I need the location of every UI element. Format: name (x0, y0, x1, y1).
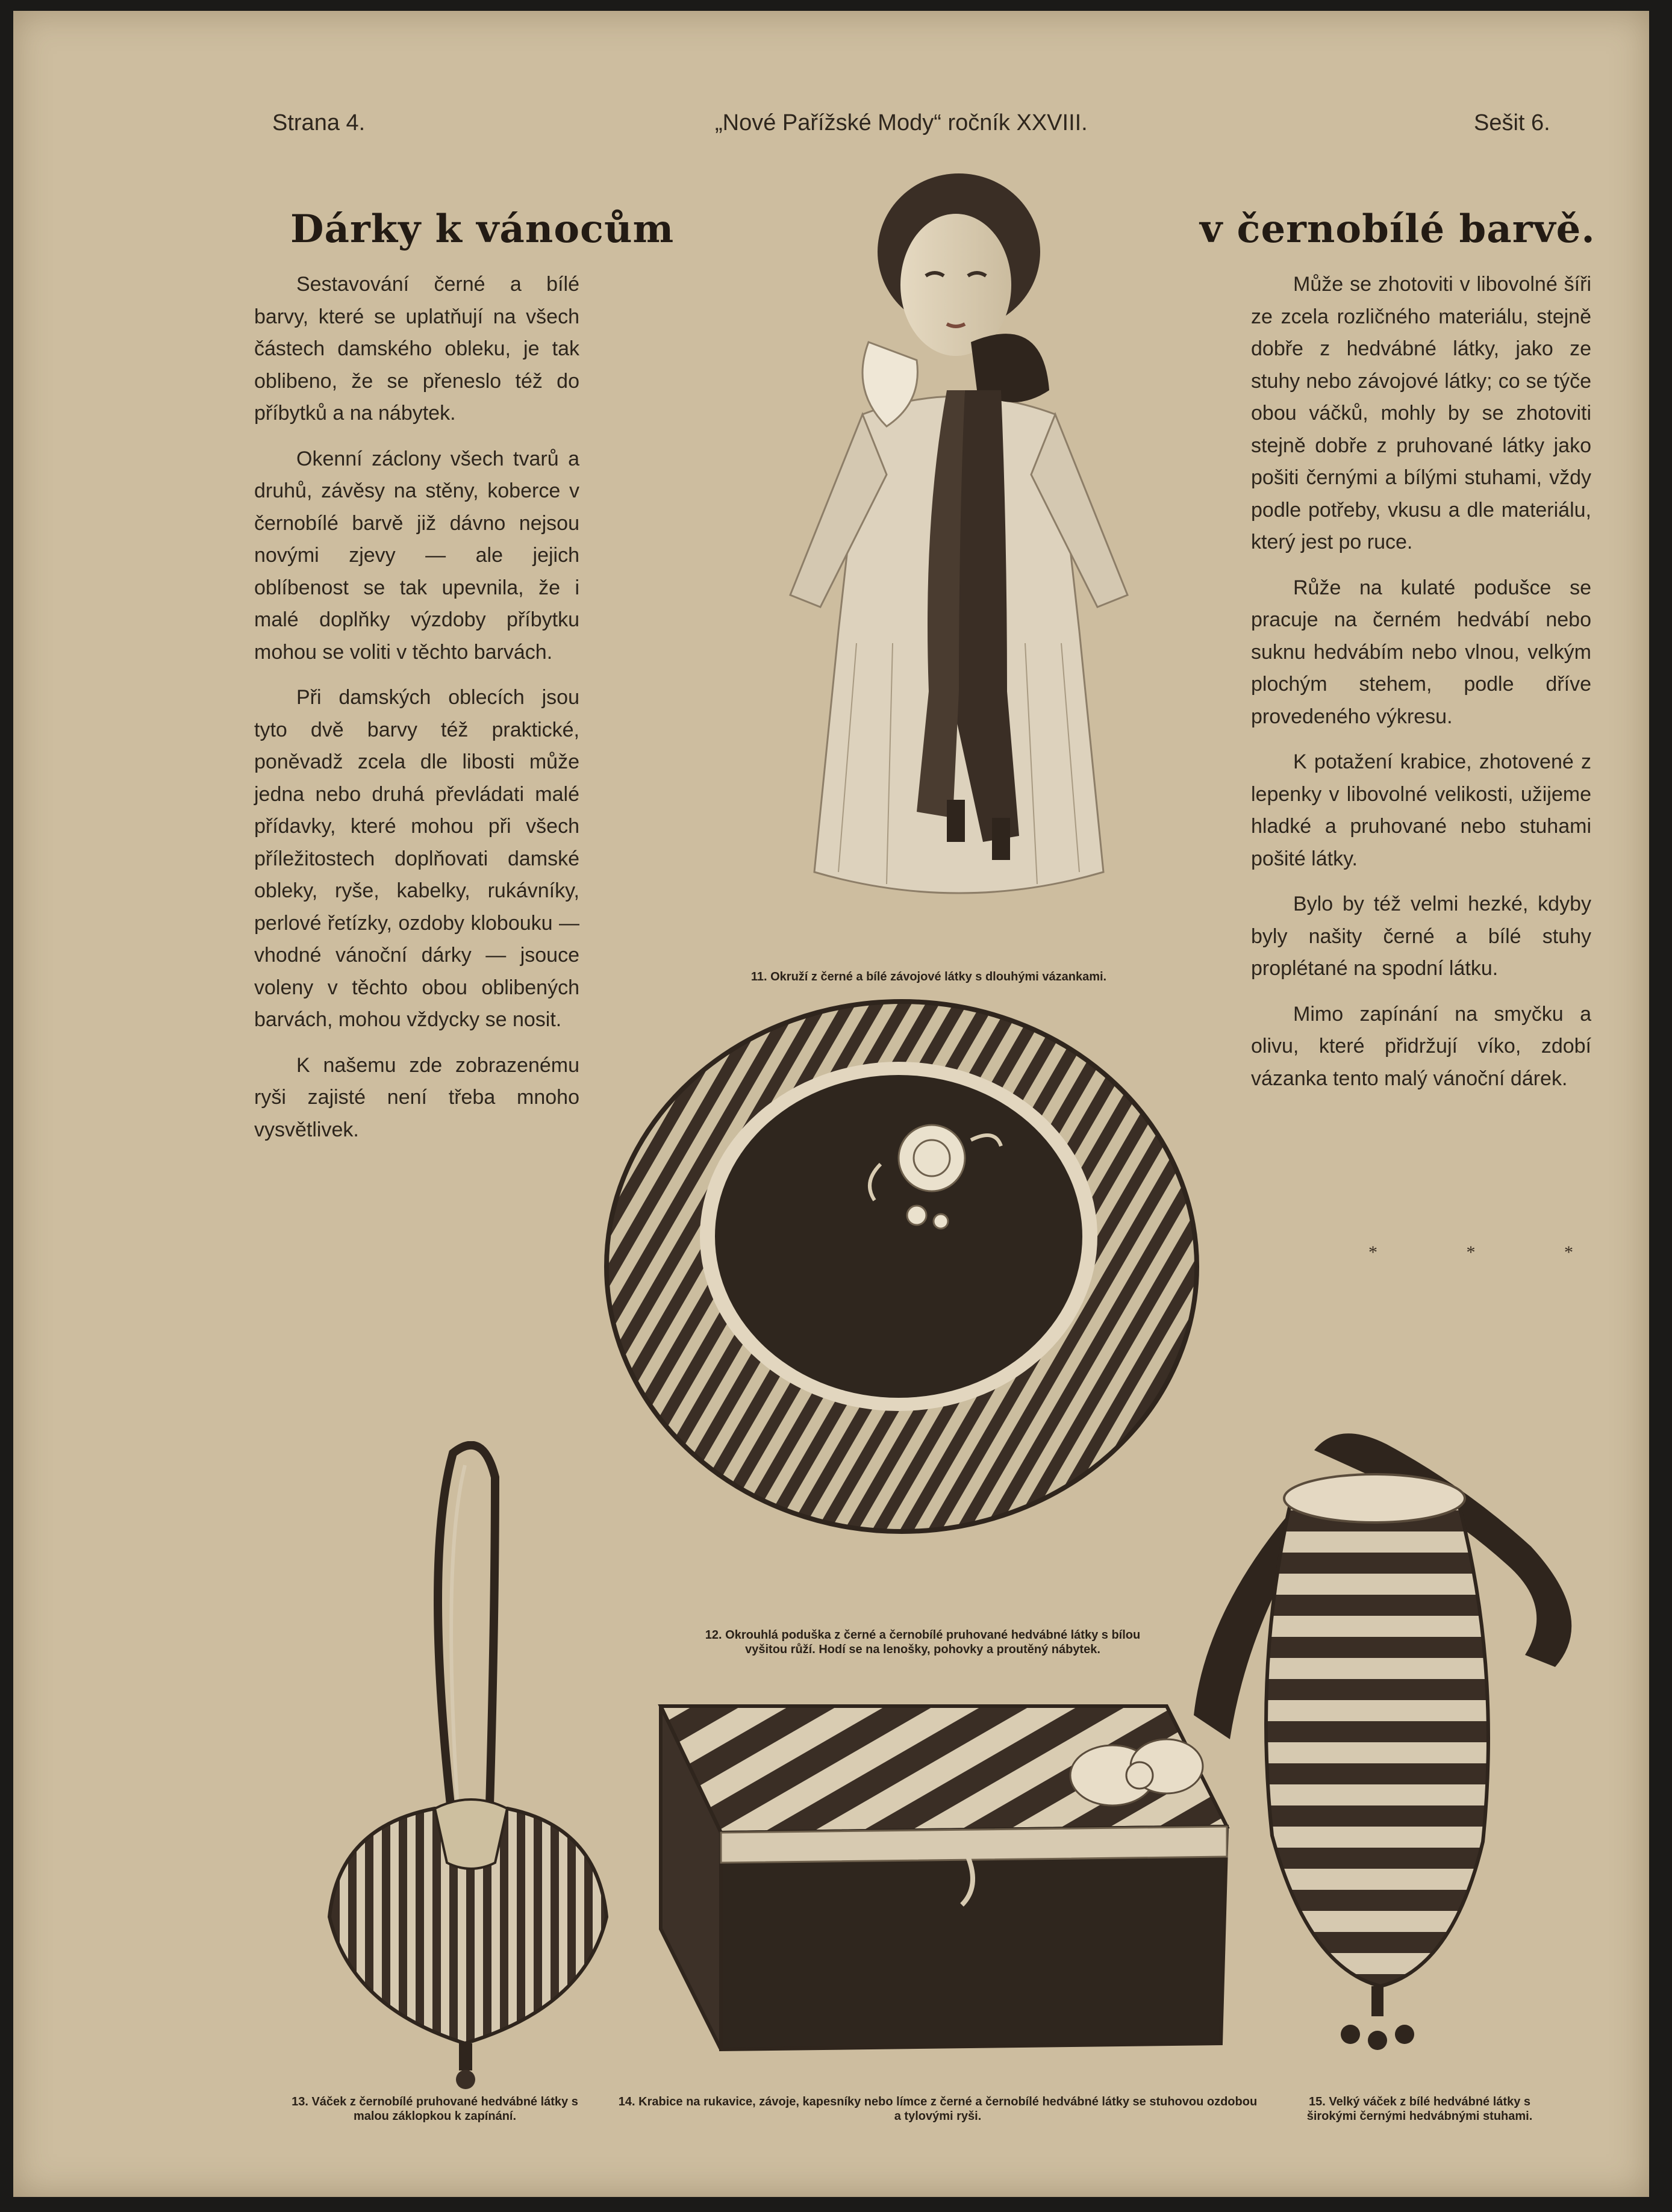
paragraph: Mimo zapínání na smyčku a olivu, které přidržují víko, zdobí vázanka tento malý vánoční dárek. (1251, 1002, 1591, 1090)
illustration-round-cushion (604, 983, 1200, 1586)
caption-11: 11. Okruží z černé a bílé závojové látky s dlouhými vázankami. (750, 970, 1107, 983)
paragraph: Růže na kulaté podušce se pracuje na černém hedvábí nebo suknu hedvábím nebo vlnou, velkým plochým stehem, podle dříve provedeného výkresu. (1251, 576, 1591, 728)
magazine-page (13, 11, 1649, 2197)
page-number: Strana 4. (272, 110, 366, 136)
caption-12: 12. Okrouhlá poduška z černé a černobílé pruhované hedvábné látky s bílou vyšitou růží. Hodí se na lenošky, pohovky a proutěný nábytek. (705, 1628, 1141, 1656)
paragraph: K našemu zde zobrazenému ryši zajisté není třeba mnoho vysvětlivek. (254, 1053, 579, 1141)
caption-14: 14. Krabice na rukavice, závoje, kapesníky nebo límce z černé a černobílé hedvábné látky se stuhovou ozdobou a tylovými ryši. (618, 2095, 1258, 2123)
paragraph: Okenní záclony všech tvarů a druhů, závěsy na stěny, koberce v černobílé barvě již dávno nejsou novými zjevy — ale jejich oblíbenost se tak upevnila, že i malé doplňky výzdoby příbytku mohou se voliti v těchto barvách. (254, 447, 579, 664)
caption-13: 13. Váček z černobílé pruhované hedvábné látky s malou záklopkou k zapínání. (292, 2095, 578, 2123)
article-title-right: v černobílé barvě. (1200, 207, 1596, 252)
caption-15: 15. Velký váček z bílé hedvábné látky s širokými černými hedvábnými stuhami. (1306, 2095, 1533, 2123)
journal-title: „Nové Pařížské Mody“ ročník XXVIII. (715, 110, 1088, 136)
illustration-small-bag (314, 1441, 622, 2104)
issue-number: Sešit 6. (1474, 110, 1550, 136)
article-title-left: Dárky k vánocům (290, 207, 675, 252)
paragraph: Sestavování černé a bílé barvy, které se uplatňují na všech částech damského obleku, je tak oblibeno, že se přeneslo též do příbytků a na nábytek. (254, 273, 579, 425)
paragraph: Při damských oblecích jsou tyto dvě barvy též praktické, poněvadž zcela dle libosti může jedna nebo druhá převládati malé přídavky, které mohou při všech příležitostech doplňovati damské obleky, ryše, kabelky, rukávníky, perlové řetízky, ozdoby klobouku — vhodné vánoční dárky — jsouce voleny v těchto obou oblibených barvách, mohou vždycky se nosit. (254, 686, 579, 1031)
illustration-large-bag (1182, 1426, 1597, 2064)
left-text-column (254, 269, 579, 1159)
right-text-column (1251, 269, 1591, 1108)
section-stars: * * * (1368, 1242, 1615, 1262)
paragraph: Bylo by též velmi hezké, kdyby byly našity černé a bílé stuhy proplétané na spodní látku. (1251, 893, 1591, 980)
illustration-collar-lady (766, 161, 1152, 920)
illustration-glove-box (649, 1676, 1239, 2067)
paragraph: K potažení krabice, zhotovené z lepenky v libovolné velikosti, užijeme hladké a pruhované nebo stuhami pošité látky. (1251, 750, 1591, 870)
paragraph: Může se zhotoviti v libovolné šíři ze zcela rozličného materiálu, stejně dobře z hedvábné látky, jako ze stuhy nebo závojové látky; co se týče obou váčků, mohly by se zhotoviti stejně dobře z pruhované látky jako pošiti černými a bílými stuhami, vždy podle potřeby, vkusu a dle materiálu, který jest po ruce. (1251, 273, 1591, 553)
